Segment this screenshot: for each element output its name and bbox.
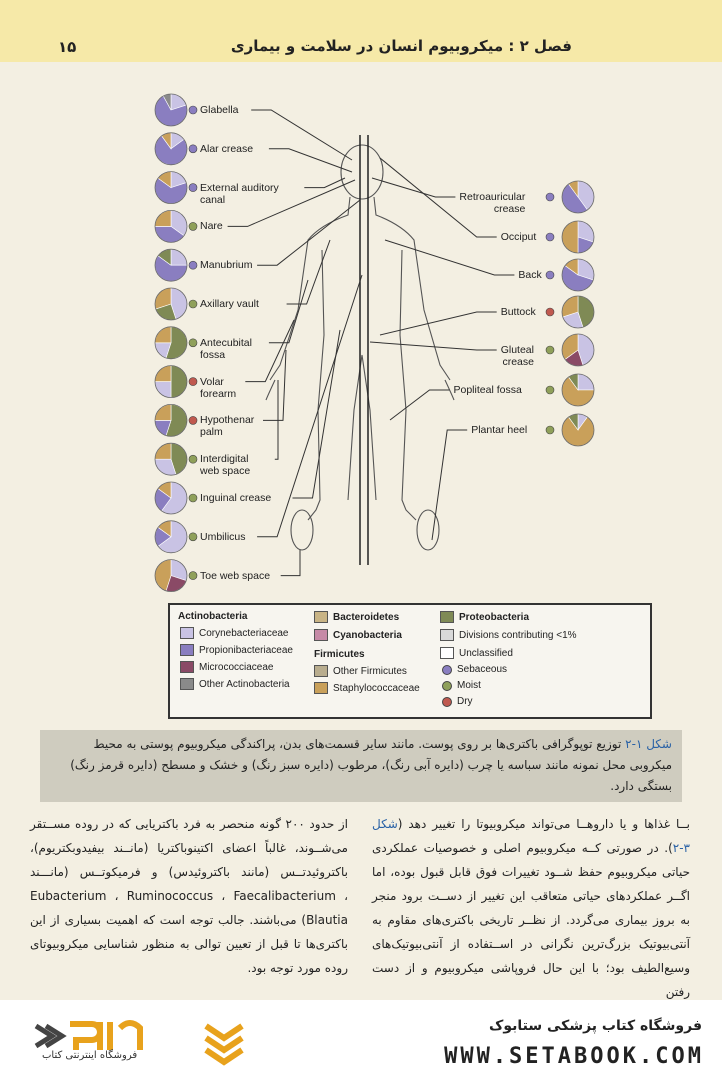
logo-subtitle: فروشگاه اینترنتی کتاب: [42, 1050, 138, 1061]
legend-dry: Dry: [442, 696, 473, 707]
site-dot-moist: [546, 346, 554, 354]
site-dot-sebaceous: [189, 184, 197, 192]
pie-left-4: [155, 249, 187, 281]
leader-line-left: [275, 380, 278, 459]
legend-sebaceous: Sebaceous: [442, 664, 507, 675]
pie-right-6: [562, 414, 594, 446]
leader-line-left: [251, 110, 352, 160]
body-column-right: بــا غذاها و یا داروهــا می‌تواند میکروبیوتا را تغییر دهد (شکل ۳-۲). در صورتی کــه میکروبیوم اصلی و خصوصیات عملکردی حیاتی میکروبیوم حفظ شــود تغییرات فوق قابل قبول بوده، اما اگــر عملکردهای حیاتی متعاقب این تغییر از دســت برود منجر به بروز بیماری می‌گردد. از نظــر تاریخی باکتری‌های مقاوم به آنتی‌بیوتیک بزرگ‌ترین نگرانی در اســتفاده از آنتی‌بیوتیک‌های وسیع‌الطیف بود؛ با این حال فروپاشی میکروبیوم و از دست رفتن: [372, 817, 690, 999]
site-label-right: Plantar heel: [471, 424, 528, 436]
body-column-left: از حدود ۲۰۰ گونه منحصر به فرد باکتریایی که در روده مســتقر می‌شــوند، غالباً اعضای اکتینوباکتریا (مانــند بیفیدوبکتریوم)، باکتروئیدتــس (مانند باکتروئیدس) و فرمیکوتــس (مانـــند Eubacterium ، Ruminococcus ، Faecalibacterium ، Blautia) می‌باشند. جالب توجه است که اهمیت بسیاری از این باکتری‌ها تا قبل از تعیین توالی به منظور شناسایی میکروبیوتای روده مورد توجه بود.: [30, 817, 348, 975]
site-dot-moist: [189, 533, 197, 541]
site-label-left: Hypothenar palm: [200, 414, 255, 439]
leader-line-right: [385, 240, 514, 275]
head: [341, 145, 383, 199]
figure-reference-link[interactable]: شکل ۳-۲: [372, 817, 690, 855]
leader-line-right: [432, 430, 467, 540]
leader-line-left: [269, 280, 308, 343]
pie-left-1: [155, 133, 187, 165]
leader-line-left: [281, 550, 300, 576]
store-name: فروشگاه کتاب پزشکی ستابوک: [489, 1018, 702, 1034]
inner-legs: [348, 355, 376, 500]
site-label-left: Umbilicus: [200, 530, 246, 543]
setabook-logo-icon: [30, 1012, 250, 1072]
legend-bacteroidetes: Bacteroidetes: [314, 611, 399, 623]
page-header: [0, 0, 722, 62]
pies-left: [155, 94, 187, 592]
site-label-left: Axillary vault: [200, 298, 259, 310]
site-dot-sebaceous: [546, 233, 554, 241]
site-dot-dry: [546, 308, 554, 316]
site-label-left: Alar crease: [200, 142, 254, 155]
site-label-left: Toe web space: [200, 569, 271, 582]
pie-left-10: [155, 482, 187, 514]
caption-text: توزیع توپوگرافی باکتری‌ها بر روی پوست. مانند سایر قسمت‌های بدن، پراکندگی میکروبیوم پوستی به محیط میکروبی محل نمونه مانند سباسه یا چرب (دایره آبی رنگ)، مرطوب (دایره سبز رنگ) و خشک و مسطح (دایره قرمز رنگ) بستگی دارد.: [70, 737, 672, 793]
site-dot-moist: [189, 339, 197, 347]
site-dot-dry: [189, 378, 197, 386]
legend-proteo: Proteobacteria: [440, 611, 529, 623]
site-dot-sebaceous: [189, 261, 197, 269]
pie-slice-proteo: [171, 366, 187, 398]
page-number: ۱۵: [58, 38, 77, 56]
legend-cyanobacteria: Cyanobacteria: [314, 629, 402, 641]
site-label-left: Glabella: [200, 104, 239, 116]
pie-right-4: [562, 334, 594, 366]
pie-left-8: [155, 404, 187, 436]
pie-right-1: [562, 221, 594, 253]
pie-right-0: [562, 181, 594, 213]
leader-lines: [228, 110, 515, 576]
pie-left-7: [155, 366, 187, 398]
pie-left-11: [155, 521, 187, 553]
site-dot-moist: [189, 494, 197, 502]
site-dot-sebaceous: [189, 145, 197, 153]
site-dot-moist: [189, 455, 197, 463]
site-label-right: Popliteal fossa: [453, 384, 522, 396]
left-arm: [270, 197, 350, 380]
chapter-title: فصل ۲ : میکروبیوم انسان در سلامت و بیماری: [230, 37, 572, 55]
legend-coryne: Corynebacteriaceae: [180, 627, 289, 639]
legend-divisions: Divisions contributing <1%: [440, 629, 577, 641]
pie-right-5: [562, 374, 594, 406]
site-dot-sebaceous: [189, 106, 197, 114]
site-label-left: Manubrium: [200, 259, 253, 272]
pie-left-5: [155, 288, 187, 320]
site-label-left: Inguinal crease: [200, 492, 272, 504]
site-dot-sebaceous: [546, 271, 554, 279]
swatch-divisions: [440, 629, 454, 641]
dot-dry-icon: [442, 697, 452, 707]
swatch-micrococc: [180, 661, 194, 673]
site-dot-moist: [546, 386, 554, 394]
store-url[interactable]: WWW.SETABOOK.COM: [444, 1044, 704, 1069]
site-label-left: Antecubital fossa: [200, 336, 252, 361]
figure-caption: [40, 730, 682, 802]
legend-other-actino: Other Actinobacteria: [180, 678, 290, 690]
swatch-staph: [314, 682, 328, 694]
swatch-propioni: [180, 644, 194, 656]
right-arm: [374, 197, 450, 380]
right-leg-outer: [400, 250, 416, 520]
dot-moist-icon: [442, 681, 452, 691]
site-dot-moist: [189, 222, 197, 230]
legend-staph: Staphylococcaceae: [314, 682, 420, 694]
leader-line-left: [257, 200, 360, 265]
legend-propioni: Propionibacteriaceae: [180, 644, 293, 656]
legend-unclassified: Unclassified: [440, 647, 513, 659]
site-label-left: Nare: [200, 220, 223, 233]
pies-right: [562, 181, 594, 446]
left-foot: [291, 510, 313, 550]
pie-left-6: [155, 327, 187, 359]
legend-moist: Moist: [442, 680, 481, 691]
swatch-unclassified: [440, 647, 454, 659]
leader-line-right: [380, 312, 497, 335]
leader-line-right: [390, 390, 450, 420]
site-dot-moist: [546, 426, 554, 434]
site-label-left: Volar forearm: [200, 375, 237, 400]
pie-left-12: [155, 560, 187, 592]
pie-left-2: [155, 172, 187, 204]
figure-legend: [168, 603, 652, 719]
caption-label: شکل ۱-۲: [625, 737, 672, 751]
leader-line-left: [304, 178, 345, 188]
pie-left-3: [155, 210, 187, 242]
site-label-right: Gluteal crease: [500, 344, 534, 368]
leader-line-left: [263, 350, 286, 420]
site-label-left: External auditory canal: [200, 181, 279, 206]
site-dot-moist: [189, 572, 197, 580]
swatch-coryne: [180, 627, 194, 639]
pie-left-9: [155, 443, 187, 475]
leader-line-left: [293, 330, 341, 498]
pie-right-2: [562, 259, 594, 291]
store-footer: [0, 1000, 722, 1080]
legend-actino-title: Actinobacteria: [178, 611, 248, 622]
swatch-cyanobacteria: [314, 629, 328, 641]
swatch-other-actino: [180, 678, 194, 690]
pie-right-3: [562, 296, 594, 328]
legend-micrococc: Micrococciaceae: [180, 661, 273, 673]
legend-firm-title: Firmicutes: [314, 649, 365, 660]
legend-other-firm: Other Firmicutes: [314, 665, 407, 677]
swatch-other-firm: [314, 665, 328, 677]
swatch-proteo: [440, 611, 454, 623]
dot-sebaceous-icon: [442, 665, 452, 675]
swatch-bacteroidetes: [314, 611, 328, 623]
site-dot-dry: [189, 416, 197, 424]
site-label-right: Back: [518, 269, 542, 281]
site-label-right: Retroauricular crease: [459, 191, 526, 215]
site-label-left: Interdigital web space: [200, 453, 251, 478]
pie-left-0: [155, 94, 187, 126]
site-dot-sebaceous: [546, 193, 554, 201]
site-label-right: Occiput: [500, 231, 537, 243]
leader-line-right: [372, 178, 455, 197]
site-dot-moist: [189, 300, 197, 308]
pie-slice-staph: [562, 221, 578, 253]
leader-line-left: [245, 320, 294, 382]
site-label-right: Buttock: [500, 306, 536, 318]
